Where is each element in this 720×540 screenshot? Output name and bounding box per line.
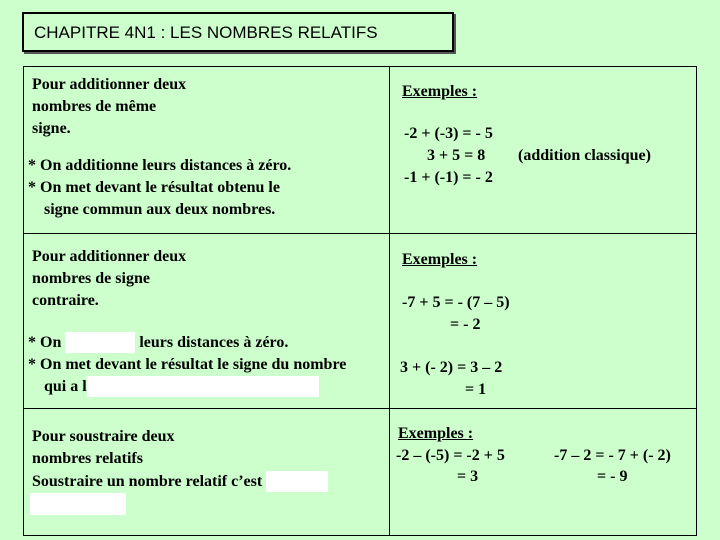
row3-heading-line2: nombres relatifs (32, 450, 143, 467)
row1-example3: -1 + (-1) = - 2 (404, 169, 493, 186)
row2-example1-result: = - 2 (450, 316, 481, 333)
row1-examples-label: Exemples : (402, 83, 478, 100)
row3-example1-result: = 3 (457, 468, 479, 485)
row2-rule1 (28, 332, 288, 353)
row1-example2-note: (addition classique) (518, 147, 651, 164)
row2-heading-line2: nombres de signe (32, 270, 150, 287)
row1-heading-line3: signe. (32, 120, 71, 137)
row2-rule1-blank (65, 332, 135, 353)
row3-example2-result: = - 9 (597, 468, 628, 485)
row2-rule2-start: qui a l (44, 378, 87, 395)
row3-example1: -2 – (-5) = -2 + 5 (396, 447, 505, 464)
row2-rule2-continued (44, 376, 319, 397)
row1-heading-line1: Pour additionner deux (32, 76, 187, 93)
chapter-title: CHAPITRE 4N1 : LES NOMBRES RELATIFS (22, 12, 454, 52)
row2-heading-line3: contraire. (32, 292, 99, 309)
row2-rule1-end: leurs distances à zéro. (139, 334, 289, 351)
row3-examples-label: Exemples : (398, 425, 474, 442)
row1-rule2-continued: signe commun aux deux nombres. (44, 201, 276, 218)
row2-rule1-start: * On (28, 334, 62, 351)
row3-heading-line1: Pour soustraire deux (32, 428, 175, 445)
row1-example2: 3 + 5 = 8 (427, 147, 486, 164)
row2-rule2-blank (87, 376, 319, 397)
row2-rule2: * On met devant le résultat le signe du nombre (28, 356, 347, 373)
row-divider-1 (23, 233, 697, 234)
row3-rule-blank-line2 (30, 493, 126, 515)
row1-example1: -2 + (-3) = - 5 (404, 125, 493, 142)
row-divider-2 (23, 408, 697, 409)
row3-rule-text: Soustraire un nombre relatif c’est (32, 473, 263, 490)
row2-example2: 3 + (- 2) = 3 – 2 (400, 359, 503, 376)
row1-rule1: * On additionne leurs distances à zéro. (28, 157, 292, 174)
row2-example1: -7 + 5 = - (7 – 5) (402, 294, 510, 311)
column-divider (389, 66, 390, 536)
row3-rule-blank (266, 471, 328, 492)
row2-example2-result: = 1 (465, 381, 487, 398)
row1-rule2: * On met devant le résultat obtenu le (28, 179, 280, 196)
row2-examples-label: Exemples : (402, 251, 478, 268)
row2-heading-line1: Pour additionner deux (32, 248, 187, 265)
row3-example2: -7 – 2 = - 7 + (- 2) (554, 447, 671, 464)
row3-rule (32, 471, 328, 492)
row1-heading-line2: nombres de même (32, 98, 157, 115)
